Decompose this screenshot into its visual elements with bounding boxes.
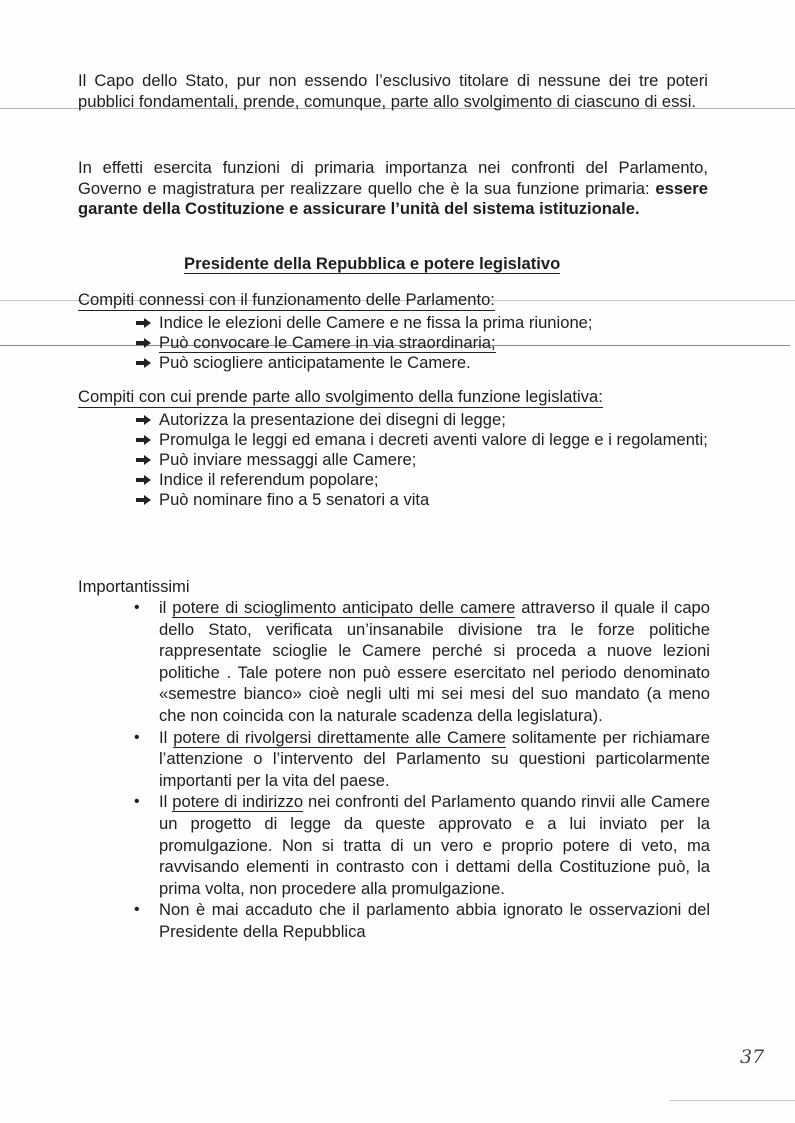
arrow-bullet-icon xyxy=(136,455,151,465)
underlined-term: potere di rivolgersi direttamente alle Camere xyxy=(173,727,507,747)
bullet-dot-icon: • xyxy=(134,793,140,811)
underlined-term: potere di indirizzo xyxy=(172,792,304,812)
scan-line xyxy=(670,1100,795,1101)
intro-paragraph-2 xyxy=(78,158,708,220)
section1-list xyxy=(136,313,711,373)
intro-paragraph-2-text: In effetti esercita funzioni di primaria importanza nei confronti del Parlamento, Governo e magistratura per realizzare quello che è la sua funzione primaria: xyxy=(78,158,708,198)
list-item: Indice le elezioni delle Camere e ne fissa la prima riunione; xyxy=(136,313,711,333)
list-item: • Non è mai accaduto che il parlamento abbia ignorato le osservazioni del Presidente della Repubblica xyxy=(134,900,710,941)
list-item: Può inviare messaggi alle Camere; xyxy=(136,450,711,470)
important-list xyxy=(132,597,710,943)
important-title: Importantissimi xyxy=(78,577,190,596)
list-item: Promulga le leggi ed emana i decreti aventi valore di legge e i regolamenti; xyxy=(136,430,711,450)
section-heading: Presidente della Repubblica e potere legislativo xyxy=(184,254,561,273)
section1-title: Compiti connessi con il funzionamento delle Parlamento: xyxy=(78,290,495,309)
arrow-bullet-icon xyxy=(136,495,151,505)
intro-paragraph-2-bold: essere garante della Costituzione e assicurare l’unità del sistema istituzionale. xyxy=(78,178,708,218)
list-item: Può sciogliere anticipatamente le Camere. xyxy=(136,353,711,373)
section2-list xyxy=(136,410,711,510)
arrow-bullet-icon xyxy=(136,435,151,445)
bullet-dot-icon: • xyxy=(134,728,140,746)
list-item: Indice il referendum popolare; xyxy=(136,470,711,490)
underlined-term: potere di scioglimento anticipato delle camere xyxy=(172,598,516,617)
list-item: Può nominare fino a 5 senatori a vita xyxy=(136,490,711,510)
page-number: 37 xyxy=(740,1046,765,1068)
intro-paragraph-1: Il Capo dello Stato, pur non essendo l’esclusivo titolare di nessune dei tre poteri pubblici fondamentali, prende, comunque, parte allo svolgimento di ciascuno di essi. xyxy=(78,71,708,111)
list-item: • Il potere di indirizzo nei confronti del Parlamento quando rinvii alle Camere un progetto di legge da queste approvato e a lui inviato per la promulgazione. Non si tratta di un vero e proprio potere di veto, ma ravvisando elementi in contrasto con i dettami della Costituzione può, la prima volta, non procedere alla promulgazione. xyxy=(134,792,710,898)
arrow-bullet-icon xyxy=(136,358,151,368)
arrow-bullet-icon xyxy=(136,338,151,348)
section2-title: Compiti con cui prende parte allo svolgimento della funzione legislativa: xyxy=(78,387,603,406)
bullet-dot-icon: • xyxy=(134,901,140,919)
arrow-bullet-icon xyxy=(136,475,151,485)
list-item: • Il potere di rivolgersi direttamente alle Camere solitamente per richiamare l’attenzione o l’intervento del Parlamento su questioni particolarmente importanti per la vita del paese. xyxy=(134,727,710,790)
arrow-bullet-icon xyxy=(136,318,151,328)
arrow-bullet-icon xyxy=(136,415,151,425)
bullet-dot-icon: • xyxy=(134,599,140,616)
list-item: • il potere di scioglimento anticipato delle camere attraverso il quale il capo dello Stato, verificata un’insanabile divisione tra le forze politiche rappresentate scioglie le Camere perché si proceda a nuove lezioni politiche . Tale potere non può essere esercitato nel periodo denominato «semestre bianco» cioè negli ulti mi sei mesi del suo mandato (a meno che non coincida con la naturale scadenza della legislatura). xyxy=(134,598,711,725)
list-item: Può convocare le Camere in via straordinaria; xyxy=(136,333,711,353)
list-item: Autorizza la presentazione dei disegni di legge; xyxy=(136,410,711,430)
